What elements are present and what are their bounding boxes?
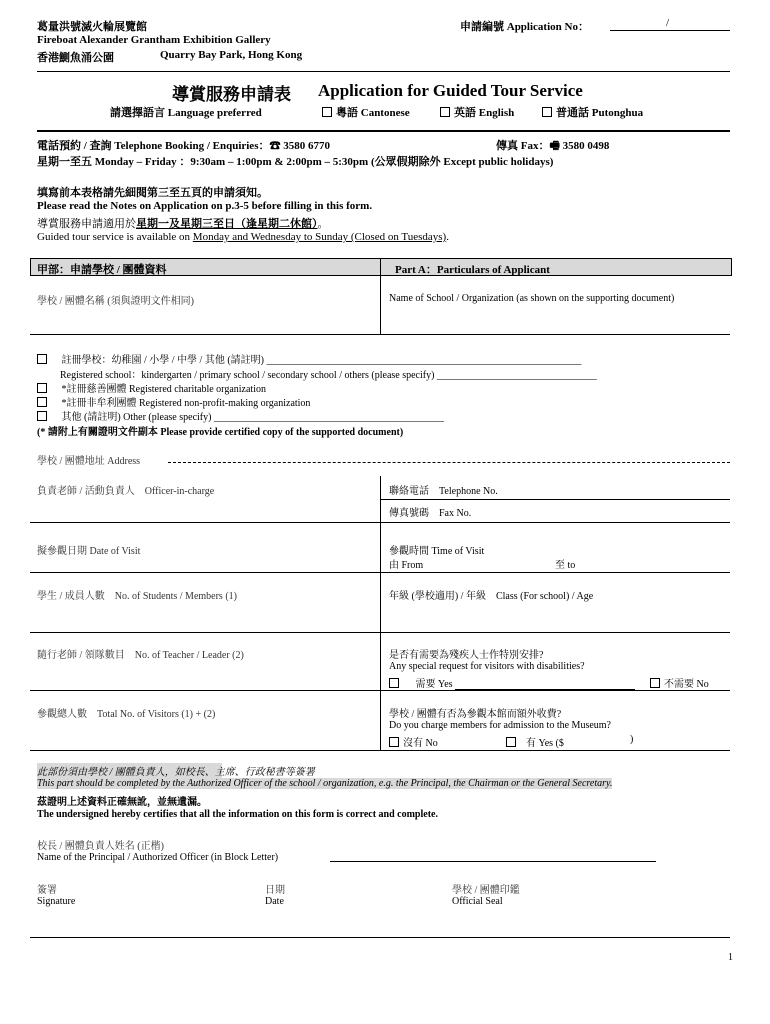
charge-question-zh: 學校 / 團體有否為參觀本館而額外收費?	[389, 709, 562, 720]
checkbox[interactable]	[37, 383, 47, 393]
fax-label: 傳真號碼 Fax No.	[389, 508, 472, 519]
total-visitors-label: 參觀總人數 Total No. of Visitors (1) + (2)	[37, 709, 216, 720]
telephone-label: 聯絡電話 Telephone No.	[389, 486, 498, 497]
time-from-label: 由 From	[389, 560, 424, 571]
booking-enquiries: 電話預約 / 查詢 Telephone Booking / Enquiries：☎ 3580 6770	[37, 140, 330, 152]
availability-en: Guided tour service is available on Monday and Wednesday to Sunday (Closed on Tuesdays).	[37, 231, 449, 243]
type-registered-school[interactable]: 註冊學校：幼稚園 / 小學 / 中學 / 其他 (請註明) _______________________________________________________________	[37, 351, 582, 366]
officer-label: 負責老師 / 活動負責人 Officer-in-charge	[37, 486, 215, 497]
language-option-english[interactable]: 英語 English	[440, 104, 514, 120]
certify-instruction-zh: 此部份須由學校 / 團體負責人，如校長、主席、行政秘書等簽署	[37, 763, 222, 778]
certify-instruction-en: This part should be completed by the Authorized Officer of the school / organization, e.g. the Principal, the Chairman or the General Secretary.	[37, 778, 613, 789]
principal-name-label-en: Name of the Principal / Authorized Officer (in Block Letter)	[37, 852, 279, 863]
students-label: 學生 / 成員人數 No. of Students / Members (1)	[37, 591, 237, 602]
checkbox[interactable]	[650, 678, 660, 688]
special-request-zh: 是否有需要為殘疾人士作特別安排?	[389, 650, 544, 661]
header-rule	[37, 71, 730, 72]
charge-yes-option[interactable]: 有 Yes ($	[506, 734, 564, 749]
date-label-zh: 日期	[265, 885, 285, 896]
certify-statement-en: The undersigned hereby certifies that all the information on this form is correct and complete.	[37, 809, 438, 820]
time-to-label: 至 to	[555, 560, 576, 571]
charge-question-en: Do you charge members for admission to the Museum?	[389, 720, 611, 731]
principal-name-label-zh: 校長 / 團體負責人姓名 (正楷)	[37, 841, 164, 852]
certified-copy-note: (* 請附上有關證明文件副本 Please provide certified copy of the supported document)	[37, 427, 404, 438]
notes-read-zh: 填寫前本表格請先細閱第三至五頁的申請須知。	[37, 187, 268, 199]
checkbox[interactable]	[389, 678, 399, 688]
part-a-title-zh: 甲部：申請學校 / 團體資料	[37, 264, 167, 276]
language-label: 請選擇語言 Language preferred	[110, 107, 262, 119]
principal-name-field[interactable]	[330, 861, 656, 862]
seal-label-en: Official Seal	[452, 896, 503, 907]
availability-zh: 導賞服務申請適用於星期一及星期三至日（逢星期二休館）。	[37, 218, 329, 230]
checkbox[interactable]	[542, 107, 552, 117]
checkbox[interactable]	[440, 107, 450, 117]
title-rule	[37, 130, 730, 132]
special-no-option[interactable]: 不需要 No	[650, 675, 709, 690]
divider	[380, 690, 381, 750]
type-charitable[interactable]: *註冊慈善團體 Registered charitable organization	[37, 380, 266, 395]
certify-statement-zh: 茲證明上述資料正確無訛，並無遺漏。	[37, 797, 207, 808]
teachers-label: 隨行老師 / 領隊數目 No. of Teacher / Leader (2)	[37, 650, 244, 661]
special-yes-option[interactable]: 需要 Yes	[389, 675, 635, 690]
divider	[30, 750, 730, 751]
divider	[380, 632, 381, 690]
checkbox[interactable]	[389, 737, 399, 747]
signature-label-en: Signature	[37, 896, 76, 907]
special-request-en: Any special request for visitors with disabilities?	[389, 661, 585, 672]
type-registered-school-en: Registered school：kindergarten / primary school / secondary school / others (please specify) ________________________________	[60, 370, 597, 381]
divider	[380, 522, 381, 572]
checkbox[interactable]	[37, 397, 47, 407]
notes-read-en: Please read the Notes on Application on p.3-5 before filling in this form.	[37, 200, 373, 212]
page-number: 1	[728, 952, 733, 963]
divider	[30, 334, 730, 335]
school-name-label-en: Name of School / Organization (as shown on the supporting document)	[389, 293, 675, 304]
office-hours: 星期一至五 Monday – Friday ：9:30am – 1:00pm & 2:00pm – 5:30pm (公眾假期除外 Except public holidays)	[37, 156, 554, 168]
charge-yes-close: )	[630, 734, 634, 745]
gallery-name-en: Fireboat Alexander Grantham Exhibition Gallery	[37, 34, 271, 46]
fax-number: 傳真 Fax：🖷 3580 0498	[496, 140, 610, 152]
gallery-name-zh: 葛量洪號滅火輪展覽館	[37, 21, 147, 33]
visit-time-label: 參觀時間 Time of Visit	[389, 546, 485, 557]
form-title-en: Application for Guided Tour Service	[318, 81, 583, 100]
checkbox[interactable]	[37, 354, 47, 364]
visit-date-label: 擬參觀日期 Date of Visit	[37, 546, 141, 557]
application-no-separator: /	[666, 17, 670, 29]
checkbox[interactable]	[322, 107, 332, 117]
checkbox[interactable]	[506, 737, 516, 747]
date-label-en: Date	[265, 896, 284, 907]
application-no-label: 申請編號 Application No：	[460, 21, 589, 33]
seal-label-zh: 學校 / 團體印鑑	[452, 885, 520, 896]
divider	[380, 258, 381, 275]
type-non-profit[interactable]: *註冊非牟利團體 Registered non-profit-making organization	[37, 394, 310, 409]
language-option-putonghua[interactable]: 普通話 Putonghua	[542, 104, 643, 120]
school-name-field[interactable]	[382, 305, 727, 331]
gallery-address-en: Quarry Bay Park, Hong Kong	[160, 49, 303, 61]
form-title-zh: 導賞服務申請表	[172, 85, 291, 104]
checkbox[interactable]	[37, 411, 47, 421]
gallery-address-zh: 香港鰂魚涌公園	[37, 52, 114, 64]
divider	[380, 572, 381, 632]
language-option-cantonese[interactable]: 粵語 Cantonese	[322, 104, 410, 120]
divider	[380, 499, 730, 500]
divider	[380, 275, 381, 334]
address-label: 學校 / 團體地址 Address	[37, 456, 141, 467]
application-no-field[interactable]	[610, 30, 730, 31]
signature-label-zh: 簽署	[37, 885, 57, 896]
class-age-label: 年級 (學校適用) / 年級 Class (For school) / Age	[389, 591, 594, 602]
charge-no-option[interactable]: 沒有 No	[389, 734, 438, 749]
address-field[interactable]	[168, 462, 730, 463]
type-other[interactable]: 其他 (請註明) Other (please specify) ______________________________________________	[37, 408, 444, 423]
footer-rule	[30, 937, 730, 938]
part-a-title-en: Part A：Particulars of Applicant	[395, 264, 550, 276]
school-name-label-zh: 學校 / 團體名稱 (須與證明文件相同)	[37, 296, 194, 307]
